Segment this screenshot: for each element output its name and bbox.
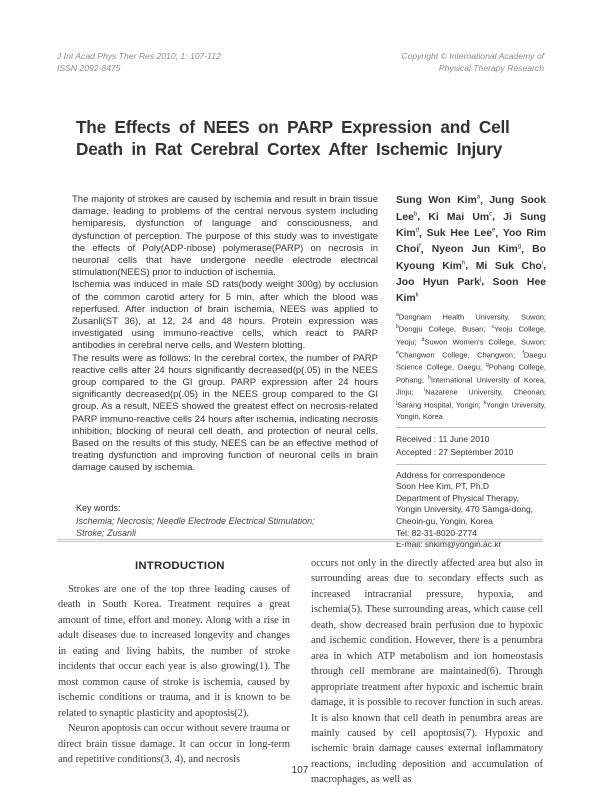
affiliation-text: Nazarene University, Cheonan; — [425, 387, 547, 397]
keywords-label: Key words: — [76, 503, 121, 513]
correspondence-phone: Tel: 82-31-8020-2774 — [396, 527, 477, 538]
author-name: Sung Won Kim$^a$ — [396, 195, 481, 207]
correspondence-address: Department of Physical Therapy, Yongin University, 470 Samga-dong, Cheoin-gu, Yongin, Korea — [396, 492, 534, 527]
body-paragraph: Strokes are one of the top three leading causes of death in South Korea. Treatment requires a great amount of time, effort and money. Along with a rise in adult diseases due to increased longevity and changes in eating and living habits, the number of stroke incidents that occur each year is also growing(1). The most common cause of stroke is ischemia, caused by ischemic conditions or trauma, and it is known to be related to synaptic plasticity and apoptosis(2). — [58, 584, 290, 719]
affiliation-text: Yeoju College, Yeoju; — [396, 324, 546, 347]
body-paragraph: occurs not only in the directly affected area but also in surrounding areas due to secondary effects such as increased intracranial pressure, hypoxia, and ischemia(5). These surrounding areas, which cause cell death, show decreased brain perfusion due to hypoxic and ischemic condition. However, there is a penumbra area in which ATP metabolism and ion homeostasis through cell membrane are maintained(6). Through appropriate treatment after hypoxic and ischemic brain damage, it is possible to recover function in such areas. It is also known that cell death in penumbra areas are mainly caused by cell apoptosis(7). Hypoxic and ischemic brain damage causes external inflammatory reactions, including deposition and accumulation of macrophages, as well as — [311, 558, 543, 786]
keywords-value: Ischemia; Necrosis; Needle Electrode Electrical Stimulation; Stroke; Zusanli — [76, 515, 315, 538]
affiliation-mark: a — [396, 311, 399, 318]
section-divider — [57, 541, 543, 542]
author-name: Ki Mai Um$^c$ — [428, 211, 493, 223]
affiliation-text: Daegu Science College, Daegu; — [396, 350, 546, 372]
author-name: Mi Suk Cho$^i$ — [475, 260, 544, 272]
copyright-line: Copyright © International Academy of — [401, 51, 544, 61]
affiliation-mark: d — [421, 337, 425, 344]
abstract-paragraph: The results were as follows: In the cerebral cortex, the number of PARP reactive cells after 24 hours significantly decreased(p(.05) in the NEES group compared to the GI group. PARP expression after 24 hours significantly decreased(p(.05) in the NEES group compared to the GI group. As a result, NEES showed the greatest effect on necrosis-related PARP immuno-reactive cells 24 hours after ischemia, indicating necrosis inhibition, blocking of neural cell death, and protection of neural cells. Based on the results of this study, NEES can be an effective method of treating dysfunction and improving function of neuronal cells in brain damage caused by ischemia. — [72, 352, 378, 474]
article-dates — [396, 433, 546, 459]
abstract — [72, 194, 378, 475]
author-affiliation-mark: k — [415, 292, 419, 299]
author-list: Sung Won Kim$^a$, Jung Sook Lee$^b$, Ki Mai Um$^c$, Ji Sung Kim$^d$, Suk Hee Lee$^e$, Yoo Rim Choi$^f$, Nyeon Jun Kim$^g$, Bo Kyoung Kim$^h$, Mi Suk Cho$^i$, Joo Hyun Park$^j$, Soon Hee Kim$^k$ — [396, 195, 547, 305]
introduction-heading: INTRODUCTION — [135, 560, 225, 572]
affiliation-mark: h — [428, 374, 431, 381]
affiliation-mark: b — [396, 324, 399, 331]
affiliation-mark: e — [396, 349, 399, 356]
author-affiliation-mark: g — [517, 243, 522, 250]
copyright-header — [401, 50, 544, 74]
journal-citation: J Int Acad Phys Ther Res 2010; 1: 107-112 — [57, 51, 221, 61]
affiliation-text: Pohang College, Pohang; — [396, 362, 546, 385]
author-name: Bo Kyoung Kim$^h$ — [396, 244, 546, 272]
article-title: The Effects of NEES on PARP Expression and Cell Death in Rat Cerebral Cortex After Ischemic Injury — [76, 117, 510, 159]
section-divider — [57, 539, 543, 540]
author-affiliation-mark: f — [419, 243, 421, 250]
sidebar-divider — [396, 427, 546, 428]
author-name: Soon Hee Kim$^k$ — [396, 276, 546, 305]
abstract-paragraph: The majority of strokes are caused by ischemia and result in brain tissue damage, leading to problems of the central nervous system including hemiparesis, dysfunction of language and consciousness, and dysfunction of perception. The purpose of this study was to investigate the effects of Poly(ADP-ribose) polymerase(PARP) on necrosis in neuronal cells that have undergone needle electrode electrical stimulation(NEES) prior to induction of ischemia. — [72, 194, 378, 279]
accepted-date: Accepted : 27 September 2010 — [396, 446, 514, 457]
affiliation-text: International University of Korea, Jinju; — [396, 375, 546, 397]
correspondence-heading: Address for correspondence — [396, 469, 506, 480]
affiliation-mark: i — [424, 387, 426, 394]
author-affiliation-mark: h — [461, 260, 466, 267]
affiliation-mark: g — [485, 362, 489, 369]
affiliation-text: Yongin University, Yongin, Korea — [396, 400, 546, 421]
journal-header — [57, 50, 221, 74]
author-name: Nyeon Jun Kim$^g$ — [431, 243, 522, 256]
affiliation-list — [396, 310, 546, 422]
author-name: Suk Hee Lee$^e$ — [426, 227, 496, 239]
received-date: Received : 11 June 2010 — [396, 433, 490, 444]
affiliation-text: Sarang Hospital, Yongin; — [397, 400, 484, 410]
affiliation-text: Suwon Women's College, Suwon; — [424, 337, 546, 347]
author-affiliation-mark: c — [489, 211, 493, 218]
sidebar-divider — [396, 464, 546, 465]
author-name: Yoo Rim Choi$^f$ — [396, 228, 547, 256]
body-column-left — [58, 582, 290, 767]
author-affiliation-mark: a — [476, 195, 481, 201]
publisher-line: Physical Therapy Research — [438, 63, 544, 73]
affiliation-text: Dongju College, Busan; — [398, 324, 492, 334]
abstract-paragraph: Ischemia was induced in male SD rats(body weight 300g) by occlusion of the common carotid artery for 5 min, after which the blood was reperfused. After induction of brain ischemia, NEES was applied to Zusanli(ST 36), at 12, 24 and 48 hours. Protein expression was investigated using immuno-reactive cells, which react to PARP antibodies in cerebral nerve cells, and Western blotting. — [72, 279, 378, 352]
page-number: 107 — [291, 765, 309, 776]
author-affiliation-mark: e — [492, 227, 496, 234]
affiliation-mark: f — [522, 349, 524, 356]
author-affiliation-mark: d — [415, 227, 419, 234]
author-affiliation-mark: i — [541, 260, 544, 267]
author-name: Joo Hyun Park$^j$ — [396, 276, 482, 288]
author-affiliation-mark: b — [413, 211, 418, 218]
correspondence-email: E-mail: shkim@yongin.ac.kr — [396, 539, 502, 550]
affiliation-mark: c — [491, 324, 494, 331]
correspondence-name: Soon Hee Kim, PT, Ph.D — [396, 481, 490, 492]
author-affiliation-mark: j — [479, 276, 482, 283]
keywords — [76, 502, 376, 540]
author-name: Jung Sook Lee$^b$ — [396, 195, 546, 223]
author-sidebar — [396, 192, 546, 551]
affiliation-mark: k — [483, 400, 487, 407]
affiliation-mark: j — [396, 400, 398, 407]
author-name: Ji Sung Kim$^d$ — [396, 211, 546, 239]
body-column-right — [311, 556, 543, 788]
body-paragraph: Neuron apoptosis can occur without severe trauma or direct brain tissue damage. It can occur in long-term and repetitive conditions(3, 4), and necrosis — [58, 723, 290, 765]
affiliation-text: Changwon College, Changwon; — [398, 350, 523, 360]
journal-issn: ISSN 2092-8475 — [57, 63, 121, 73]
affiliation-text: Dongnam Health University, Suwon; — [398, 312, 546, 322]
